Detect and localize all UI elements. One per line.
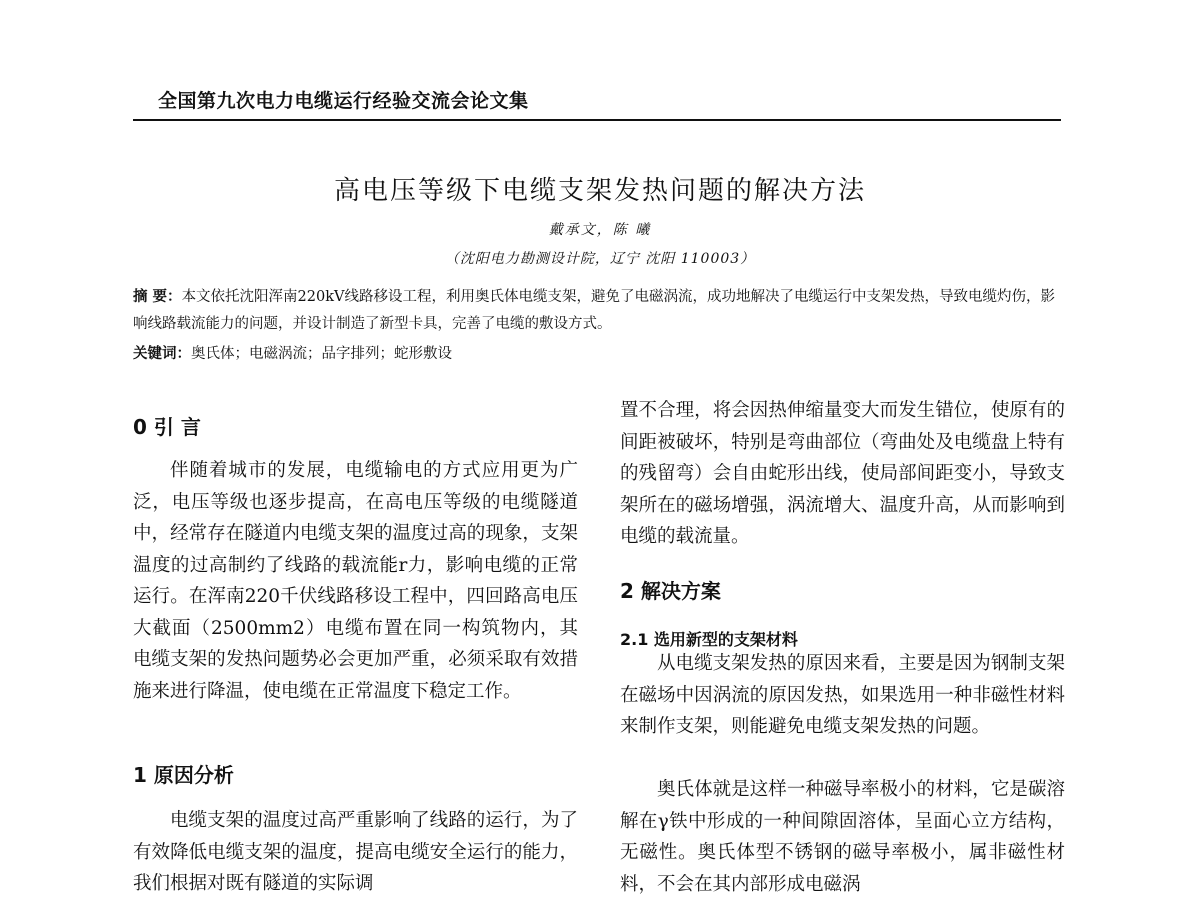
keywords-label: 关键词：	[133, 346, 191, 362]
header-rule	[133, 119, 1061, 121]
paper-affiliation: （沈阳电力勘测设计院，辽宁 沈阳 110003）	[444, 251, 756, 267]
section-1-paragraph: 电缆支架的温度过高严重影响了线路的运行，为了有效降低电缆支架的温度，提高电缆安全运行的能力，我们根据对既有隧道的实际调	[133, 810, 578, 894]
section-2-heading: 2 解决方案	[620, 579, 721, 603]
section-0-paragraph: 伴随着城市的发展，电缆输电的方式应用更为广泛，电压等级也逐步提高，在高电压等级的电缆隧道中，经常存在隧道内电缆支架的温度过高的现象，支架温度的过高制约了线路的载流能r力，影响电缆的正常运行。在浑南220千伏线路移设工程中，四回路高电压大截面（2500mm2）电缆布置在同一构筑物内，其电缆支架的发热问题势必会更加严重，必须采取有效措施来进行降温，使电缆在正常温度下稳定工作。	[133, 460, 578, 702]
paper-title: 高电压等级下电缆支架发热问题的解决方法	[333, 176, 866, 206]
paper-authors: 戴承文，陈 曦	[548, 222, 652, 238]
keywords	[133, 341, 1063, 368]
running-title: 全国第九次电力电缆运行经验交流会论文集	[158, 90, 529, 112]
section-2-1-paragraph-1: 从电缆支架发热的原因来看，主要是因为钢制支架在磁场中因涡流的原因发热，如果选用一种非磁性材料来制作支架，则能避免电缆支架发热的问题。	[620, 653, 1065, 737]
continued-paragraph: 置不合理，将会因热伸缩量变大而发生错位，使原有的间距被破坏，特别是弯曲部位（弯曲处及电缆盘上特有的残留弯）会自由蛇形出线，使局部间距变小，导致支架所在的磁场增强，涡流增大、温度升高，从而影响到电缆的载流量。	[620, 400, 1065, 547]
keywords-text: 奥氏体；电磁涡流；品字排列；蛇形敷设	[191, 346, 452, 362]
abstract-text: 本文依托沈阳浑南220kV线路移设工程，利用奥氏体电缆支架，避免了电磁涡流，成功地解决了电缆运行中支架发热，导致电缆灼伤，影响线路载流能力的问题，并设计制造了新型卡具，完善了电缆的敷设方式。	[133, 289, 1055, 332]
section-0-heading: 0 引 言	[133, 415, 201, 439]
abstract-label: 摘 要：	[133, 289, 182, 305]
section-2-1-paragraph-2: 奥氏体就是这样一种磁导率极小的材料，它是碳溶解在γ铁中形成的一种间隙固溶体，呈面心立方结构，无磁性。奥氏体型不锈钢的磁导率极小，属非磁性材料，不会在其内部形成电磁涡	[620, 779, 1065, 895]
section-2-1-heading: 2.1 选用新型的支架材料	[620, 630, 798, 649]
section-1-heading: 1 原因分析	[133, 763, 234, 787]
abstract	[133, 284, 1063, 338]
